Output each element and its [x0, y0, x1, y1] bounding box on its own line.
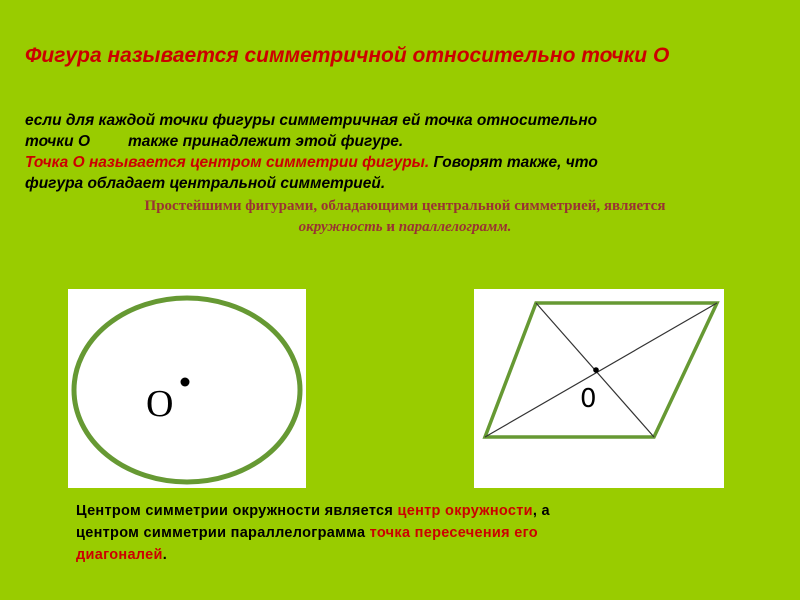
- circle-figure: [68, 289, 306, 488]
- bottom-parallelogram-prefix: центром симметрии параллелограмма: [76, 525, 370, 541]
- parallelogram-diagonal-2: [485, 303, 717, 437]
- bottom-diagonals: диагоналей: [76, 547, 163, 563]
- parallelogram-figure: [474, 289, 724, 488]
- bottom-explanation: [76, 500, 756, 566]
- simplest-parallelogram: параллелограмм.: [398, 219, 512, 235]
- definition-line-3: [25, 152, 785, 173]
- definition-also-say: Говорят также, что: [429, 154, 598, 171]
- bottom-period: .: [162, 547, 168, 563]
- definition-belongs: также принадлежит этой фигуре.: [128, 133, 404, 150]
- simplest-and: и: [382, 219, 399, 235]
- simplest-prefix: Простейшими фигурами, обладающими центральной симметрией, является: [144, 198, 666, 214]
- bottom-comma-a: , а: [532, 503, 550, 519]
- simplest-circle: окружность: [298, 219, 383, 235]
- definition-line-4: фигура обладает центральной симметрией.: [25, 175, 386, 192]
- slide-title: Фигура называется симметричной относительно точки О: [25, 44, 670, 67]
- parallelogram-figure-panel: [474, 289, 724, 488]
- bottom-line-2: [76, 522, 756, 544]
- circle-outline: [74, 298, 300, 482]
- bottom-circle-center: центр окружности: [397, 503, 533, 519]
- definition-line-1: если для каждой точки фигуры симметричная ей точка относительно: [25, 112, 598, 129]
- bottom-line-3: [76, 544, 756, 566]
- parallelogram-center-label: 0: [580, 384, 597, 414]
- parallelogram-center-dot: [593, 367, 599, 373]
- definition-center-statement: Точка О называется центром симметрии фигуры.: [25, 154, 430, 171]
- definition-line-2: [25, 131, 785, 152]
- bottom-line-1: [76, 500, 756, 522]
- bottom-intersection-point: точка пересечения его: [369, 525, 538, 541]
- simplest-figures-text: [40, 196, 770, 238]
- circle-figure-panel: [68, 289, 306, 488]
- definition-text: [25, 110, 785, 194]
- circle-center-dot: [181, 378, 190, 387]
- bottom-circle-center-prefix: Центром симметрии окружности является: [76, 503, 398, 519]
- definition-point-o: точки О: [25, 133, 90, 150]
- circle-center-label: O: [146, 383, 174, 425]
